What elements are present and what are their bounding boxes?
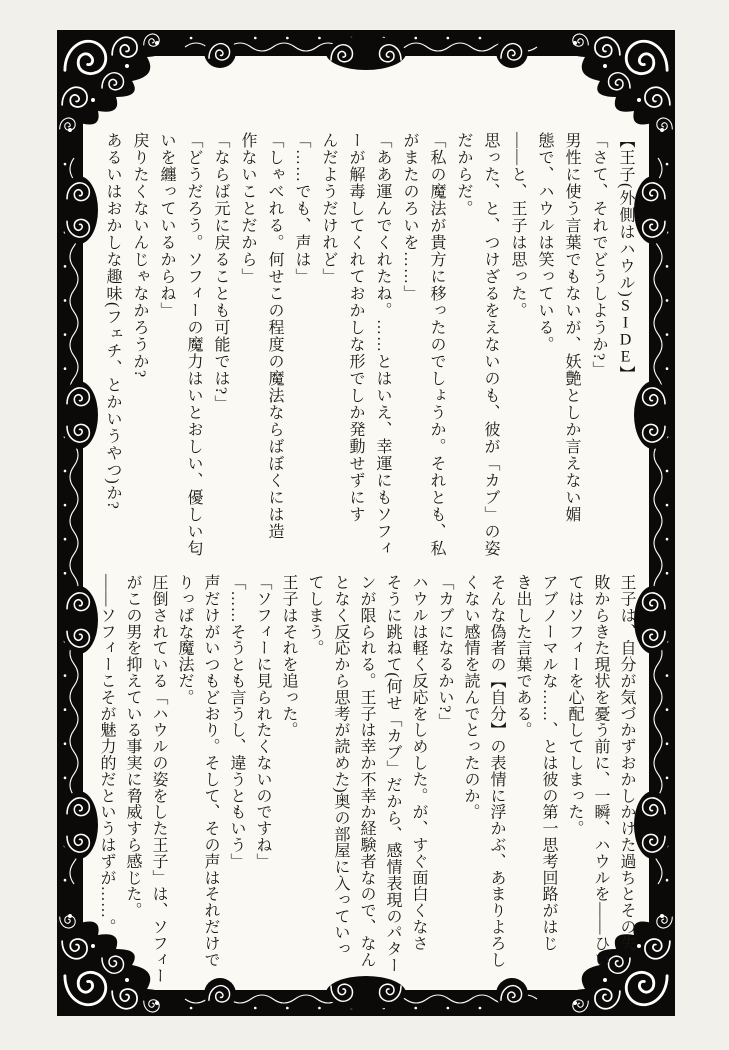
text-line: 王子は、自分が気づかずおかしかけた過ちとその失 <box>618 574 635 952</box>
text-line: き出した言葉である。 <box>514 574 531 738</box>
text-line: 「しゃべれる。何せこの程度の魔法ならばぼくには造 <box>266 132 283 540</box>
text-line: となく反応から思考が読めた)奥の部屋に入っていっ <box>332 574 349 957</box>
text-block-bottom <box>93 574 639 992</box>
text-line: だからだ。 <box>455 132 472 217</box>
text-line: ーが解毒してくれておかしな形でしか発動せずにす <box>347 132 364 523</box>
text-line: てしまう。 <box>306 574 323 656</box>
text-line: 戻りたくないんじゃなかろうか? <box>131 132 148 379</box>
text-line: てはソフィーを心配してしまった。 <box>566 574 583 837</box>
text-line: がまたのろいを……」 <box>401 132 418 302</box>
decorative-frame <box>57 30 675 1016</box>
text-line: 「カブになるかい?」 <box>436 574 453 730</box>
text-line: りっぱな魔法だ。 <box>176 574 193 706</box>
text-line: 「……そうとも言うし、違うともいう」 <box>228 574 245 870</box>
text-line: 作ないことだから」 <box>239 132 256 285</box>
text-line: 男性に使う言葉でもないが、妖艶としか言えない媚 <box>563 132 580 523</box>
section-title-pre: 【王子(外側はハウル) <box>617 132 634 298</box>
text-line: 「どうだろう。ソフィーの魔力はいとおしい、優しい匂 <box>185 132 202 557</box>
text-block-top <box>99 132 639 568</box>
text-line: ンが限られる。王子は幸か不幸か経験者なので、なん <box>358 574 375 968</box>
text-line: がこの男を抑えている事実に脅威すら感じた。 <box>124 574 141 919</box>
text-line: 「さて、それでどうしようか?」 <box>590 132 607 379</box>
text-line: ――ソフィーこそが魅力的だというはずが……。 <box>98 574 115 935</box>
text-line: くない感情を読んでとったのか。 <box>462 574 479 820</box>
text-line: 態で、ハウルは笑っている。 <box>536 132 553 353</box>
text-line: ハウルは軽く反応をしめした。が、すぐ面白くなさ <box>410 574 427 952</box>
text-line: そうに跳ねて(何せ「カブ」だから、感情表現のパター <box>384 574 401 974</box>
text-line: 思った、と、つけざるをえないのも、彼が「カブ」の姿 <box>482 132 499 557</box>
section-title <box>612 132 639 568</box>
text-line: んだようだけれど」 <box>320 132 337 285</box>
text-line: いを纏っているからね」 <box>158 132 175 319</box>
text-line: そんな偽者の【自分】の表情に浮かぶ、あまりよろし <box>488 574 505 968</box>
section-title-post: 】 <box>617 365 634 383</box>
text-line: ――と、王子は思った。 <box>509 132 526 319</box>
text-line: 「私の魔法が貴方に移ったのでしょうか。それとも、私 <box>428 132 445 557</box>
text-line: 敗からきた現状を憂う前に、一瞬、ハウルを――ひい <box>592 574 609 968</box>
text-line: 「ならば元に戻ることも可能では?」 <box>212 132 229 413</box>
text-line: 圧倒されている「ハウルの姿をした王子」は、ソフィー <box>150 574 167 984</box>
text-line: 「ソフィーに見られたくないのですね」 <box>254 574 271 870</box>
text-line: アブノーマルな……、とは彼の第一思考回路がはじ <box>540 574 557 952</box>
text-line: 「ああ運んでくれたね。……とはいえ、幸運にもソフィ <box>374 132 391 557</box>
text-line: 「……でも、声は」 <box>293 132 310 285</box>
section-title-latin: SIDE <box>617 297 634 366</box>
text-line: 声だけがいつもどおり。そして、その声はそれだけで <box>202 574 219 968</box>
text-line: あるいはおかしな趣味(フェチ、とかいうやつ)か? <box>104 132 121 510</box>
text-line: 王子はそれを追った。 <box>280 574 297 738</box>
